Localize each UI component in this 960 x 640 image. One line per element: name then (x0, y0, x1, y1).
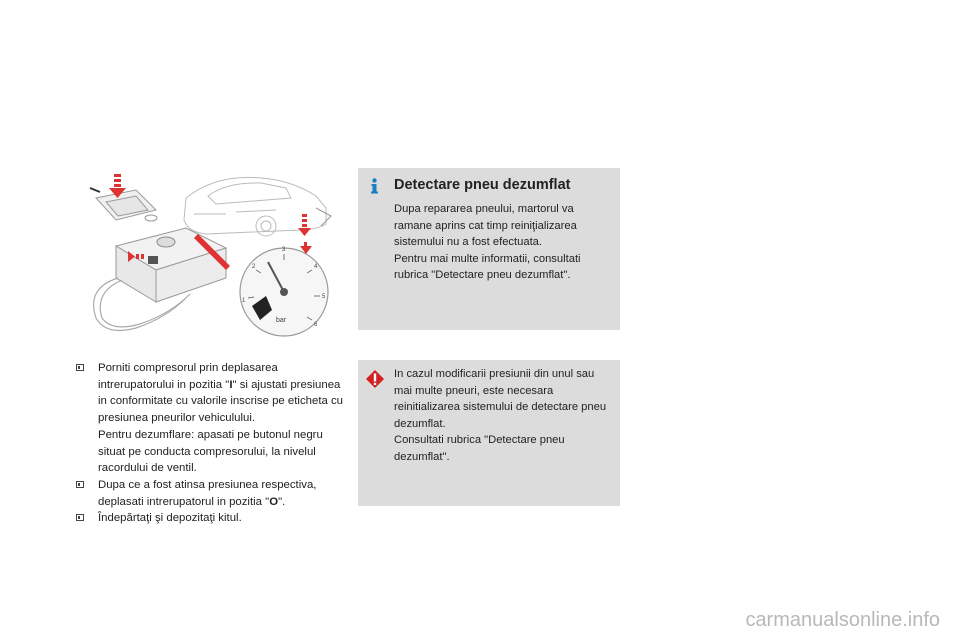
warning-panel-paragraph: Consultati rubrica "Detectare pneu dezumflat". (394, 434, 565, 463)
info-panel-body (394, 201, 612, 284)
instruction-item-store (74, 510, 346, 527)
warning-icon (365, 369, 385, 389)
checkbox-bullet-icon (76, 364, 84, 371)
instruction-text: Îndepărtaţi şi depozitaţi kitul. (98, 512, 242, 525)
info-panel-paragraph: Pentru mai multe informatii, consultati rubrica "Detectare pneu dezumflat". (394, 252, 581, 282)
gauge-tick-2: 2 (252, 264, 256, 270)
instruction-text: " si ajustati presiunea in conformitate cu valorile inscrise pe eticheta cu presiunea pneurilor vehiculului. (98, 378, 344, 425)
warning-panel-body (394, 366, 612, 466)
instruction-item-start (74, 360, 346, 477)
gauge-tick-4: 4 (314, 264, 318, 270)
gauge-tick-3: 3 (282, 247, 286, 253)
compressor-kit-drawing (76, 168, 340, 340)
compressor-illustration (76, 168, 340, 340)
info-panel (358, 168, 620, 330)
info-panel-paragraph: Dupa repararea pneului, martorul va ramane aprins cat timp reiniţializarea sistemului nu a fost efectuata. (394, 203, 577, 249)
checkbox-bullet-icon (76, 481, 84, 488)
instruction-item-stop (74, 477, 346, 510)
instruction-text: ". (278, 495, 286, 508)
instruction-list (74, 360, 346, 527)
instruction-text: Dupa ce a fost atinsa presiunea respectiva, deplasati intrerupatorul in pozitia " (98, 478, 317, 508)
deflate-instruction-text: Pentru dezumflare: apasati pe butonul negru situat pe conducta compresorului, la nivelul racordului de ventil. (98, 428, 323, 475)
gauge-tick-5: 5 (322, 294, 326, 300)
switch-position-on: I (229, 378, 233, 391)
info-panel-title: Detectare pneu dezumflat (394, 177, 571, 193)
info-icon (368, 178, 381, 194)
switch-position-off: O (269, 495, 279, 508)
watermark: carmanualsonline.info (745, 609, 940, 631)
warning-panel (358, 360, 620, 506)
checkbox-bullet-icon (76, 514, 84, 521)
gauge-unit-label: bar (276, 317, 287, 324)
gauge-tick-1: 1 (242, 298, 246, 304)
gauge-tick-6: 6 (314, 322, 318, 328)
instruction-text: Porniti compresorul prin deplasarea intrerupatorului in pozitia " (98, 362, 278, 391)
warning-panel-paragraph: In cazul modificarii presiunii din unul sau mai multe pneuri, este necesara reinitializarea sistemului de detectare pneu dezumflat. (394, 368, 607, 430)
